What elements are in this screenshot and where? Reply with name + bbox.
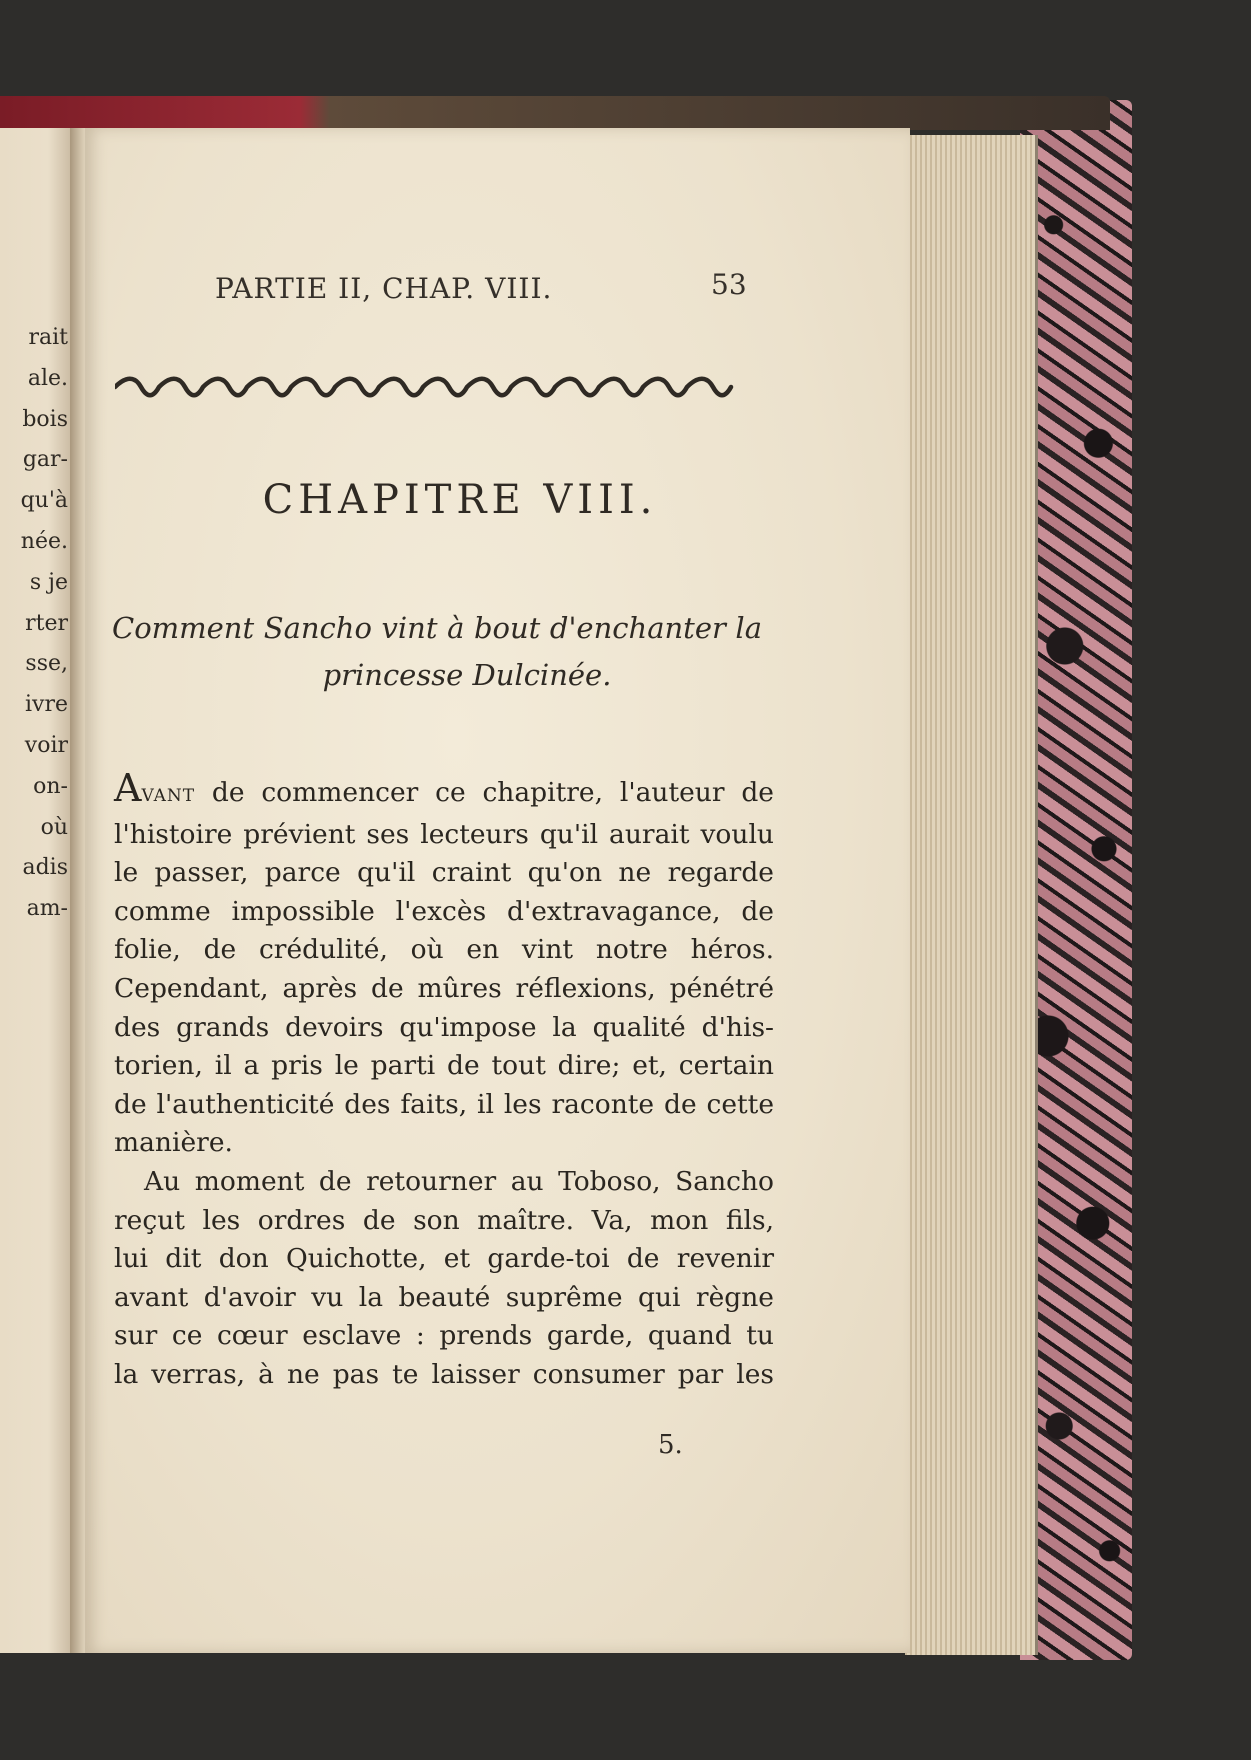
left-page-fragment: rter — [25, 610, 68, 636]
left-page-fragment: née. — [20, 528, 68, 554]
subtitle-line: princesse Dulcinée. — [322, 658, 612, 692]
running-head: PARTIE II, CHAP. VIII. — [215, 272, 553, 305]
text-line: sur ce cœur esclave : prends garde, quand tu — [114, 1320, 774, 1352]
spine-headband — [0, 96, 1110, 130]
left-page-fragment: gar- — [22, 447, 68, 473]
left-page-fragment: bois — [22, 406, 68, 432]
left-page-fragment: rait — [28, 325, 68, 350]
left-page-fragment: adis — [22, 855, 68, 881]
left-page-fragment: on- — [33, 773, 68, 799]
text-line: reçut les ordres de son maître. Va, mon fils, — [114, 1204, 774, 1236]
chapter-title: CHAPITRE VIII. — [262, 477, 658, 523]
signature-mark: 5. — [658, 1430, 683, 1460]
page-number: 53 — [711, 268, 747, 301]
text-line: l'histoire prévient ses lecteurs qu'il aurait voulu — [114, 818, 774, 850]
text-line: le passer, parce qu'il craint qu'on ne regarde — [114, 857, 774, 889]
left-page-fragment: où — [40, 814, 68, 840]
left-page-text-fragments — [0, 318, 68, 930]
text-line: comme impossible l'excès d'extravagance, de — [114, 895, 774, 927]
left-page-fragment: qu'à — [20, 488, 68, 514]
text-line: manière. — [114, 1127, 233, 1159]
small-caps-word: VANT — [141, 786, 196, 806]
text-line: de l'authenticité des faits, il les raconte de cette — [114, 1088, 774, 1120]
paragraph-first-line — [114, 766, 774, 816]
text-line: des grands devoirs qu'impose la qualité d'his- — [114, 1011, 774, 1043]
text-line: folie, de crédulité, où en vint notre héros. — [114, 934, 774, 966]
page-edges — [905, 135, 1038, 1655]
body-text — [114, 766, 774, 1395]
left-page-fragment: s je — [29, 569, 68, 595]
text-line: avant d'avoir vu la beauté suprême qui règne — [114, 1281, 774, 1313]
left-page-fragment: am- — [26, 896, 68, 922]
text-line: lui dit don Quichotte, et garde-toi de revenir — [114, 1243, 774, 1275]
wave-ornament-divider — [115, 372, 735, 402]
text-line: Cependant, après de mûres réflexions, pénétré — [114, 972, 774, 1004]
left-page-fragment: sse, — [25, 651, 68, 677]
left-page-fragment: ivre — [24, 692, 68, 718]
left-page-fragment: ale. — [27, 365, 68, 391]
left-page-fragment: voir — [24, 732, 68, 758]
text-line: la verras, à ne pas te laisser consumer par les — [114, 1358, 774, 1390]
subtitle-line: Comment Sancho vint à bout d'enchanter la — [112, 611, 762, 645]
text-line: de commencer ce chapitre, l'auteur de — [211, 777, 774, 808]
paragraph-first-line: Au moment de retourner au Toboso, Sancho — [144, 1165, 774, 1197]
text-line: torien, il a pris le parti de tout dire; et, certain — [114, 1050, 774, 1082]
drop-cap: A — [114, 766, 142, 810]
chapter-subtitle — [112, 605, 762, 699]
